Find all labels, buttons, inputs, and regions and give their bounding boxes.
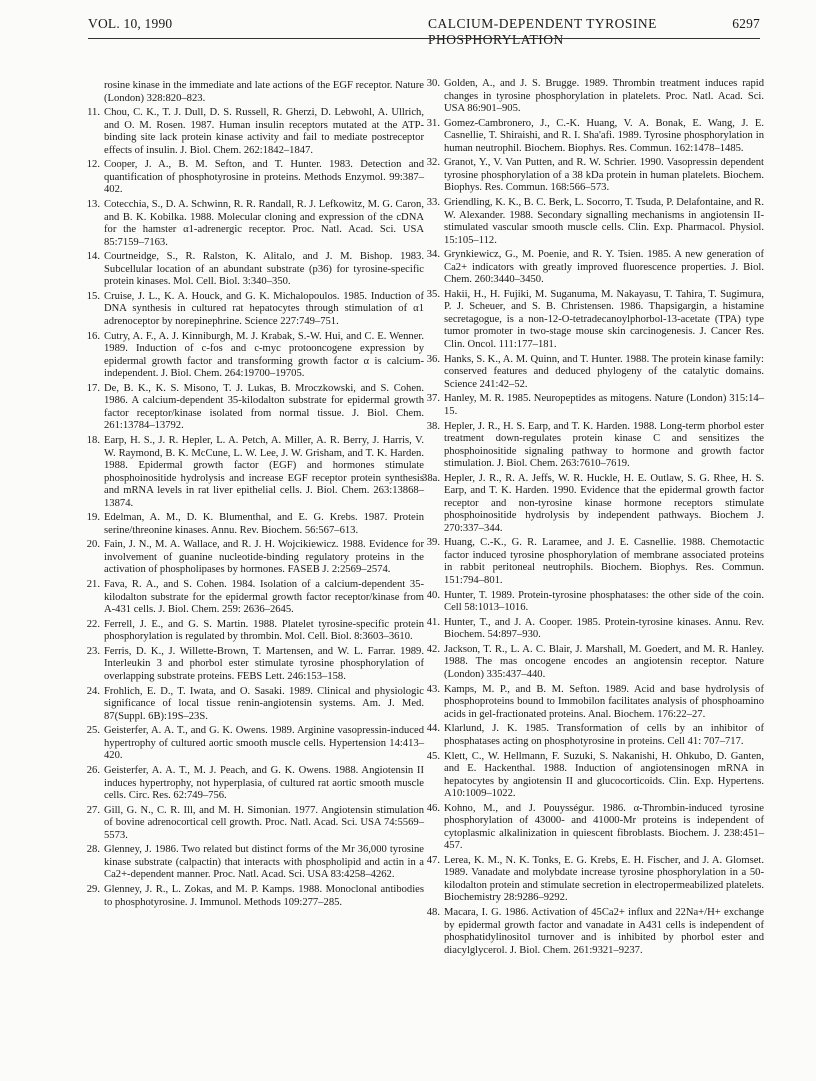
reference-text: Hanks, S. K., A. M. Quinn, and T. Hunter. 1988. The protein kinase family: conserved features and deduced phylogeny of the catalytic domains. Science 241:42–52. <box>444 353 764 390</box>
reference-entry <box>88 80 424 105</box>
reference-text: Chou, C. K., T. J. Dull, D. S. Russell, R. Gherzi, D. Lebwohl, A. Ullrich, and O. M. Rosen. 1987. Human insulin receptors mutated at the ATP-binding site lack protein kinase activity and fail to mediate postreceptor effects of insulin. J. Biol. Chem. 262:1842–1847. <box>104 107 424 156</box>
reference-entry <box>428 907 764 957</box>
reference-text: Hunter, T., and J. A. Cooper. 1985. Protein-tyrosine kinases. Annu. Rev. Biochem. 54:897–930. <box>444 616 764 641</box>
reference-number: 21. <box>86 579 100 591</box>
reference-number: 18. <box>86 435 100 446</box>
reference-entry <box>88 884 424 909</box>
reference-number: 37. <box>426 393 440 405</box>
reference-text: Kamps, M. P., and B. M. Sefton. 1989. Acid and base hydrolysis of phosphoproteins bound to Immobilon facilitates analysis of phosphoamino acids in gel-fractionated proteins. Anal. Biochem. 176:22–27. <box>444 683 764 720</box>
reference-number: 11. <box>87 107 100 119</box>
reference-number: 26. <box>86 765 100 776</box>
reference-entry <box>88 331 424 381</box>
reference-entry <box>428 537 764 587</box>
reference-number: 20. <box>86 539 100 551</box>
reference-text: rosine kinase in the immediate and late actions of the EGF receptor. Nature (London) 328:820–823. <box>104 80 424 104</box>
reference-text: Huang, C.-K., G. R. Laramee, and J. E. Casnellie. 1988. Chemotactic factor induced tyrosine phosphorylation of membrane associated proteins in rabbit peritoneal neutrophils. Biochem. Biophys. Res. Commun. 151:794–801. <box>444 537 764 586</box>
reference-entry <box>88 107 424 157</box>
reference-number: 40. <box>426 589 440 601</box>
reference-number: 14. <box>86 251 100 263</box>
reference-text: Geisterfer, A. A. T., M. J. Peach, and G. K. Owens. 1988. Angiotensin II induces hypertrophy, not hyperplasia, of cultured rat aortic smooth muscle cells. Circ. Res. 62:749–756. <box>104 765 424 801</box>
reference-text: Hepler, J. R., R. A. Jeffs, W. R. Huckle, H. E. Outlaw, S. G. Rhee, H. S. Earp, and T. K. Harden. 1990. Evidence that the epidermal growth factor receptor and non-tyrosine kinase hormone receptors stimulate phosphoinositide hydrolysis by independent pathways. Biochem J. 270:337–344. <box>444 472 764 534</box>
reference-text: Gomez-Cambronero, J., C.-K. Huang, V. A. Bonak, E. Wang, J. E. Casnellie, T. Shiraishi, and R. I. Sha'afi. 1989. Tyrosine phosphorylation in human neutrophil. Biochem. Biophys. Res. Commun. 162:1478–1485. <box>444 117 764 154</box>
reference-number: 31. <box>426 117 440 129</box>
header-rule <box>88 38 760 39</box>
running-title: CALCIUM-DEPENDENT TYROSINE PHOSPHORYLATION <box>428 16 657 47</box>
reference-text: Cutry, A. F., A. J. Kinniburgh, M. J. Krabak, S.-W. Hui, and C. E. Wenner. 1989. Induction of c-fos and c-myc protooncogene expression by epidermal growth factor and transforming growth factor α is calcium-independent. J. Biol. Chem. 264:19700–19705. <box>104 330 424 380</box>
reference-text: Frohlich, E. D., T. Iwata, and O. Sasaki. 1989. Clinical and physiologic significance of local tissue renin-angiotensin systems. Am. J. Med. 87(Suppl. 6B):19S–23S. <box>104 685 424 722</box>
reference-number: 23. <box>86 645 100 657</box>
reference-entry <box>88 844 424 882</box>
reference-number: 16. <box>86 330 100 342</box>
reference-text: Hakii, H., H. Fujiki, M. Suganuma, M. Nakayasu, T. Tahira, T. Sugimura, P. J. Scheuer, and S. B. Christensen. 1986. Thapsigargin, a histamine secretagogue, is a non-12-O-tetradecanoylphorbol-13-acetate (TPA) type tumor promoter in two-stage mouse skin carcinogenesis. J. Cancer Res. Clin. Oncol. 111:177–181. <box>444 288 764 350</box>
reference-text: Golden, A., and J. S. Brugge. 1989. Thrombin treatment induces rapid changes in tyrosine phosphorylation in platelets. Proc. Natl. Acad. Sci. USA 86:901–905. <box>444 78 764 114</box>
reference-number: 33. <box>426 197 440 209</box>
reference-number: 45. <box>426 750 440 762</box>
reference-number: 43. <box>426 683 440 695</box>
reference-text: Fain, J. N., M. A. Wallace, and R. J. H. Wojcikiewicz. 1988. Evidence for involvement of guanine nucleotide-binding regulatory proteins in the activation of phospholipases by hormones. FASEB J. 2:2569–2574. <box>104 539 424 576</box>
reference-text: Edelman, A. M., D. K. Blumenthal, and E. G. Krebs. 1987. Protein serine/threonine kinases. Annu. Rev. Biochem. 56:567–613. <box>104 512 424 536</box>
reference-number: 48. <box>426 907 440 919</box>
reference-number: 19. <box>86 512 100 524</box>
reference-text: Kohno, M., and J. Pouysségur. 1986. α-Thrombin-induced tyrosine phosphorylation of 43000- and 41000-Mr proteins is independent of cytoplasmic alkalinization in quiescent fibroblasts. Biochem. J. 238:451–457. <box>444 802 764 852</box>
reference-entry <box>428 249 764 287</box>
reference-entry <box>428 617 764 642</box>
reference-number: 39. <box>426 537 440 549</box>
reference-entry <box>428 644 764 682</box>
reference-entry <box>428 590 764 615</box>
reference-entry <box>88 619 424 644</box>
reference-text: Griendling, K. K., B. C. Berk, L. Socorro, T. Tsuda, P. Delafontaine, and R. W. Alexander. 1988. Secondary signalling mechanisms in angiotensin II-stimulated vascular smooth muscle cells. Clin. Exp. Pharmacol. Physiol. 15:105–112. <box>444 197 764 246</box>
reference-text: Cooper, J. A., B. M. Sefton, and T. Hunter. 1983. Detection and quantification of phosphotyrosine in proteins. Methods Enzymol. 99:387–402. <box>104 159 424 196</box>
reference-text: Hanley, M. R. 1985. Neuropeptides as mitogens. Nature (London) 315:14–15. <box>444 393 764 417</box>
reference-number: 30. <box>426 78 440 89</box>
reference-number: 29. <box>86 884 100 896</box>
reference-entry <box>428 421 764 471</box>
reference-text: Geisterfer, A. A. T., and G. K. Owens. 1989. Arginine vasopressin-induced hypertrophy of cultured aortic smooth muscle cells. Hypertension 14:413–420. <box>104 725 424 762</box>
reference-entry <box>428 393 764 418</box>
reference-number: 34. <box>426 249 440 261</box>
reference-entry <box>88 199 424 249</box>
reference-text: De, B. K., K. S. Misono, T. J. Lukas, B. Mroczkowski, and S. Cohen. 1986. A calcium-dependent 35-kilodalton substrate for epidermal growth factor receptor/kinase isolated from normal tissue. J. Biol. Chem. 261:13784–13792. <box>104 382 424 432</box>
left-reference-column <box>88 80 424 911</box>
reference-entry <box>422 472 764 536</box>
reference-number: 27. <box>86 804 100 816</box>
reference-text: Macara, I. G. 1986. Activation of 45Ca2+ influx and 22Na+/H+ exchange by epidermal growth factor and vanadate in A431 cells is independent of phosphatidylinositol turnover and is inhibited by phorbol ester and diacylglycerol. J. Biol. Chem. 261:9321–9237. <box>444 907 764 956</box>
reference-entry <box>428 803 764 853</box>
reference-entry <box>88 383 424 433</box>
reference-entry <box>88 805 424 843</box>
reference-text: Granot, Y., V. Van Putten, and R. W. Schrier. 1990. Vasopressin dependent tyrosine phosphorylation of a 38 kDa protein in human platelets. Biochem. Biophys. Res. Commun. 168:566–573. <box>444 157 764 194</box>
reference-entry <box>88 579 424 617</box>
reference-entry <box>428 855 764 905</box>
reference-entry <box>428 157 764 195</box>
reference-number: 32. <box>426 157 440 169</box>
reference-number: 17. <box>86 382 100 394</box>
right-reference-column <box>422 78 764 959</box>
reference-entry <box>428 684 764 722</box>
reference-number: 41. <box>426 616 440 628</box>
reference-text: Hepler, J. R., H. S. Earp, and T. K. Harden. 1988. Long-term phorbol ester treatment down-regulates protein kinase C and sensitizes the phosphoinositide signaling pathway to hormone and growth factor stimulation. J. Biol. Chem. 263:7610–7619. <box>444 420 764 469</box>
volume-label: VOL. 10, 1990 <box>88 16 173 31</box>
reference-text: Klarlund, J. K. 1985. Transformation of cells by an inhibitor of phosphatases acting on phosphotyrosine in proteins. Cell 41: 707–717. <box>444 723 764 747</box>
running-header <box>88 16 760 47</box>
reference-text: Ferris, D. K., J. Willette-Brown, T. Martensen, and W. L. Farrar. 1989. Interleukin 3 and phorbol ester stimulate tyrosine phosphorylation of overlapping substrate proteins. FEBS Lett. 246:153–158. <box>104 645 424 682</box>
reference-entry <box>88 765 424 803</box>
reference-text: Ferrell, J. E., and G. S. Martin. 1988. Platelet tyrosine-specific protein phosphorylation is regulated by thrombin. Mol. Cell. Biol. 8:3603–3610. <box>104 618 424 643</box>
reference-text: Cruise, J. L., K. A. Houck, and G. K. Michalopoulos. 1985. Induction of DNA synthesis in cultured rat hepatocytes through stimulation of α1 adrenoceptor by norepinephrine. Science 227:749–751. <box>104 290 424 327</box>
reference-number: 15. <box>86 290 100 302</box>
reference-entry <box>88 539 424 577</box>
reference-number: 36. <box>426 353 440 365</box>
reference-text: Glenney, J. R., L. Zokas, and M. P. Kamps. 1988. Monoclonal antibodies to phosphotyrosine. J. Immunol. Methods 109:277–285. <box>104 884 424 908</box>
reference-text: Klett, C., W. Hellmann, F. Suzuki, S. Nakanishi, H. Ohkubo, D. Ganten, and E. Hackenthal. 1988. Induction of angiotensinogen mRNA in hepatocytes by angiotensin II and glucocorticoids. Clin. Exp. Hypertens. A10:1009–1022. <box>444 750 764 799</box>
reference-text: Grynkiewicz, G., M. Poenie, and R. Y. Tsien. 1985. A new generation of Ca2+ indicators with greatly improved fluorescence properties. J. Biol. Chem. 260:3440–3450. <box>444 249 764 286</box>
reference-number: 25. <box>86 725 100 737</box>
reference-text: Courtneidge, S., R. Ralston, K. Alitalo, and J. M. Bishop. 1983. Subcellular location of an abundant substrate (p36) for tyrosine-specific protein kinases. Mol. Cell. Biol. 3:340–350. <box>104 251 424 288</box>
reference-text: Glenney, J. 1986. Two related but distinct forms of the Mr 36,000 tyrosine kinase substrate (calpactin) that interacts with phospholipid and actin in a Ca2+-dependent manner. Proc. Natl. Acad. Sci. USA 83:4258–4262. <box>104 844 424 881</box>
reference-number: 12. <box>86 159 100 171</box>
reference-number: 24. <box>86 685 100 697</box>
reference-entry <box>88 725 424 763</box>
reference-number: 35. <box>426 288 440 300</box>
reference-entry <box>428 354 764 392</box>
reference-text: Cotecchia, S., D. A. Schwinn, R. R. Randall, R. J. Lefkowitz, M. G. Caron, and B. K. Kobilka. 1988. Molecular cloning and expression of the cDNA for the hamster α1-adrenergic receptor. Proc. Natl. Acad. Sci. USA 85:7159–7163. <box>104 199 424 248</box>
page-number: 6297 <box>732 16 760 31</box>
reference-number: 46. <box>426 802 440 814</box>
reference-text: Fava, R. A., and S. Cohen. 1984. Isolation of a calcium-dependent 35-kilodalton substrate for the epidermal growth factor receptor/kinase from A-431 cells. J. Biol. Chem. 259: 2636–2645. <box>104 579 424 616</box>
reference-entry <box>88 291 424 329</box>
reference-entry <box>428 197 764 247</box>
reference-entry <box>88 686 424 724</box>
reference-entry <box>428 723 764 748</box>
reference-entry <box>428 751 764 801</box>
reference-number: 47. <box>426 854 440 866</box>
reference-text: Hunter, T. 1989. Protein-tyrosine phosphatases: the other side of the coin. Cell 58:1013–1016. <box>444 589 764 614</box>
reference-number: 13. <box>86 199 100 211</box>
reference-number: 22. <box>86 618 100 630</box>
reference-entry <box>428 289 764 352</box>
reference-text: Jackson, T. R., L. A. C. Blair, J. Marshall, M. Goedert, and M. R. Hanley. 1988. The mas oncogene encodes an angiotensin receptor. Nature (London) 335:437–440. <box>444 643 764 680</box>
reference-entry <box>88 159 424 197</box>
reference-entry <box>88 646 424 684</box>
reference-entry <box>428 78 764 116</box>
reference-entry <box>88 435 424 510</box>
reference-number: 38a. <box>422 472 440 484</box>
reference-number: 42. <box>426 643 440 655</box>
reference-number: 44. <box>426 723 440 735</box>
reference-text: Earp, H. S., J. R. Hepler, L. A. Petch, A. Miller, A. R. Berry, J. Harris, V. W. Raymond, B. K. McCune, L. W. Lee, J. W. Grisham, and T. K. Harden. 1988. Epidermal growth factor (EGF) and hormones stimulate phosphoinositide hydrolysis and increase EGF receptor protein synthesis and mRNA levels in rat liver epithelial cells. J. Biol. Chem. 263:13868–13874. <box>104 435 424 509</box>
reference-entry <box>88 251 424 289</box>
reference-number: 38. <box>426 420 440 432</box>
reference-text: Gill, G. N., C. R. Ill, and M. H. Simonian. 1977. Angiotensin stimulation of bovine adrenocortical cell growth. Proc. Natl. Acad. Sci. USA 74:5569–5573. <box>104 804 424 841</box>
reference-text: Lerea, K. M., N. K. Tonks, E. G. Krebs, E. H. Fischer, and J. A. Glomset. 1989. Vanadate and molybdate increase tyrosine phosphorylation in a 50-kilodalton protein and stimulate secretion in electropermeabilized platelets. Biochemistry 28:9286–9292. <box>444 854 764 904</box>
reference-number: 28. <box>86 844 100 856</box>
reference-entry <box>428 118 764 156</box>
reference-entry <box>88 512 424 537</box>
